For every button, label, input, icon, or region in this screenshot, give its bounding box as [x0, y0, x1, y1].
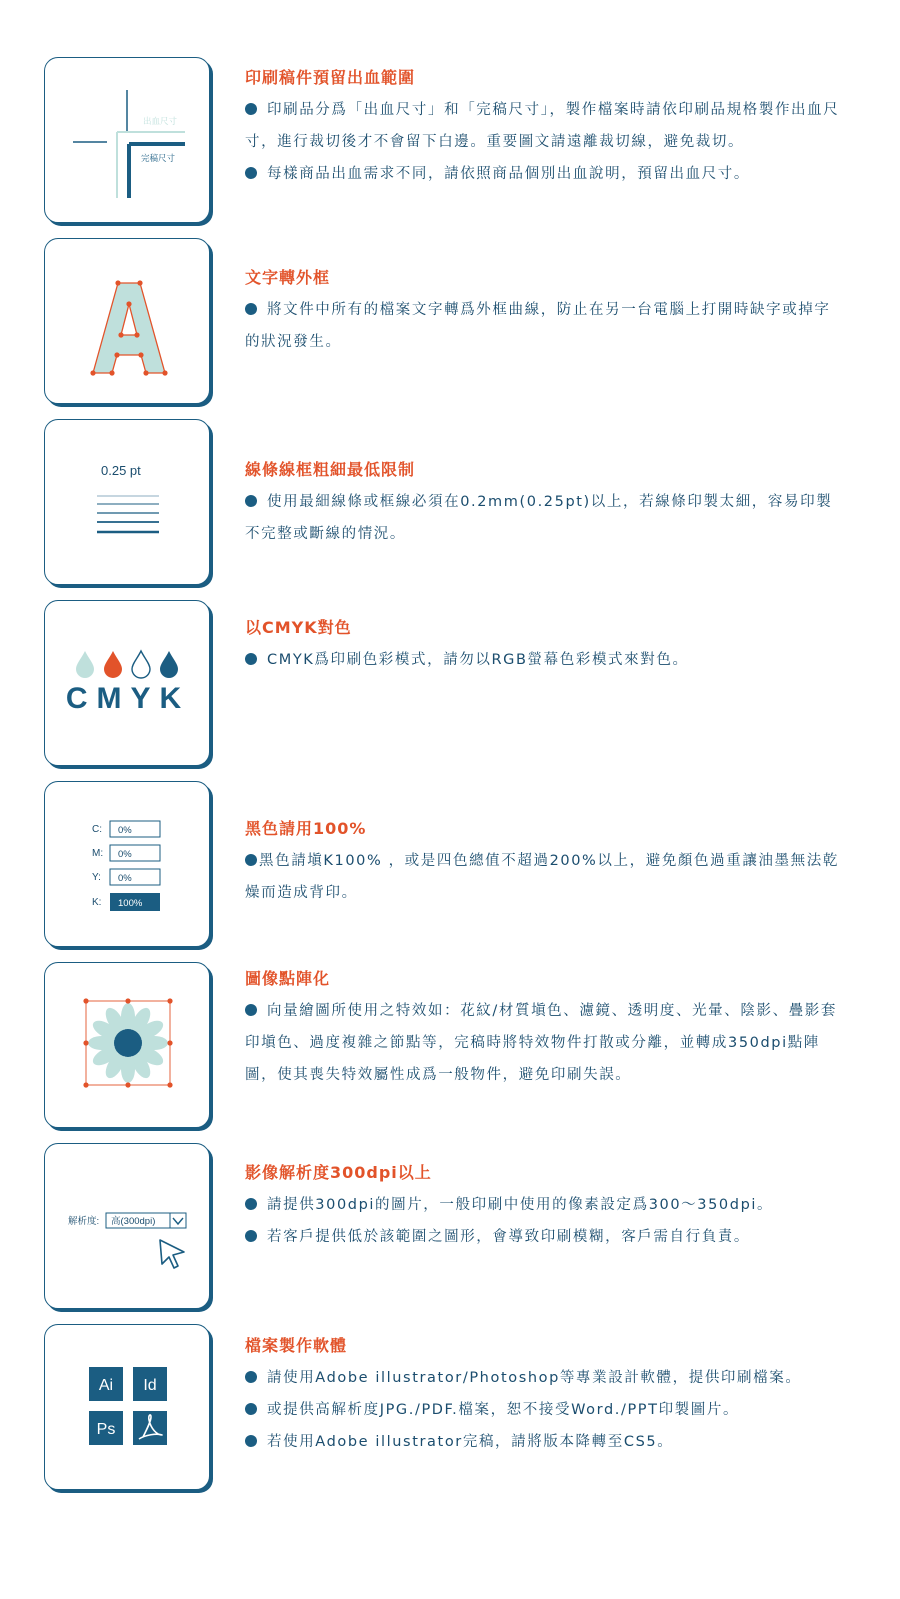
bullet-dot-icon — [245, 495, 257, 507]
cmyk-ink-drops-icon — [45, 601, 211, 767]
adobe-apps-icon — [45, 1325, 211, 1491]
software-card — [44, 1324, 210, 1490]
bullet-dot-icon — [245, 303, 257, 315]
bleed-size-label: 出血尺寸 — [143, 116, 178, 126]
bleed-card — [44, 57, 210, 223]
bullet-dot-icon — [245, 1004, 257, 1016]
bullet-item: CMYK爲印刷色彩模式，請勿以RGB螢幕色彩模式來對色。 — [245, 644, 845, 676]
section-title: 黑色請用100% — [245, 819, 367, 838]
bullet-item: 每樣商品出血需求不同，請依照商品個別出血說明，預留出血尺寸。 — [245, 158, 845, 190]
line-weight-icon — [45, 420, 211, 586]
section-title: 線條線框粗細最低限制 — [245, 460, 416, 479]
resolution-value: 高(300dpi) — [111, 1216, 156, 1227]
cursor-arrow-icon — [160, 1240, 184, 1268]
y-value: 0% — [118, 873, 132, 884]
outline-card — [44, 238, 210, 404]
bullet-item: 印刷品分爲「出血尺寸」和「完稿尺寸」，製作檔案時請依印刷品規格製作出血尺寸，進行裁切後才不會留下白邊。重要圖文請遠離裁切線，避免裁切。 — [245, 102, 840, 150]
section-title: 印刷稿件預留出血範圍 — [245, 68, 416, 87]
section-title: 文字轉外框 — [245, 268, 331, 287]
bullet-dot-icon — [245, 1230, 257, 1242]
bullet-item: 向量繪圖所使用之特效如：花紋/材質塡色、濾鏡、透明度、光暈、陰影、疊影套印塡色、過度複雜之節點等，完稿時將特效物件打散或分離，並轉成350dpi點陣圖，使其喪失特效屬性成爲一般物件，避免印刷失誤。 — [245, 1003, 837, 1083]
cmyk-card — [44, 600, 210, 766]
bullet-item: 請提供300dpi的圖片，一般印刷中使用的像素設定爲300～350dpi。 — [245, 1189, 845, 1221]
photoshop-icon: Ps — [96, 1421, 116, 1438]
bleed-margin-icon — [45, 58, 211, 224]
bullet-item: 若客戶提供低於該範圍之圖形，會導致印刷模糊，客戶需自行負責。 — [245, 1221, 845, 1253]
line-weight-card — [44, 419, 210, 585]
cmyk-label: CMYK — [65, 682, 191, 715]
bullet-dot-icon — [245, 167, 257, 179]
outline-letter-a-icon — [45, 239, 211, 405]
bullet-dot-icon — [245, 103, 257, 115]
resolution-dropdown-icon — [45, 1144, 211, 1310]
line-weight-label: 0.25 pt — [101, 463, 141, 478]
section-title: 以CMYK對色 — [245, 618, 352, 637]
y-label: Y: — [92, 872, 101, 883]
k-value: 100% — [118, 898, 143, 909]
bullet-dot-icon — [245, 1435, 257, 1447]
c-value: 0% — [118, 825, 132, 836]
indesign-icon: Id — [143, 1377, 157, 1394]
cmyk-values-panel-icon — [45, 782, 211, 948]
bullet-item: 請使用Adobe illustrator/Photoshop等專業設計軟體，提供印刷檔案。 — [245, 1362, 845, 1394]
c-label: C: — [92, 824, 102, 835]
bullet-dot-icon — [245, 653, 257, 665]
rasterize-flower-icon — [45, 963, 211, 1129]
k-label: K: — [92, 897, 102, 908]
bullet-item: 黑色請塡K100% ，或是四色總值不超過200%以上，避免顏色過重讓油墨無法乾燥而造成背印。 — [245, 853, 839, 901]
bullet-dot-icon — [245, 1198, 257, 1210]
bullet-dot-icon — [245, 1403, 257, 1415]
bullet-dot-icon — [245, 1371, 257, 1383]
resolution-card — [44, 1143, 210, 1309]
section-title: 檔案製作軟體 — [245, 1336, 348, 1355]
cmyk-values-card — [44, 781, 210, 947]
bullet-item: 將文件中所有的檔案文字轉爲外框曲線，防止在另一台電腦上打開時缺字或掉字的狀況發生。 — [245, 302, 831, 350]
resolution-label: 解析度: — [68, 1216, 100, 1227]
rasterize-card — [44, 962, 210, 1128]
bullet-dot-icon — [245, 854, 257, 866]
bullet-item: 或提供高解析度JPG./PDF.檔案，恕不接受Word./PPT印製圖片。 — [245, 1394, 845, 1426]
bullet-item: 若使用Adobe illustrator完稿，請將版本降轉至CS5。 — [245, 1426, 845, 1458]
section-title: 影像解析度300dpi以上 — [245, 1163, 432, 1182]
bullet-item: 使用最細線條或框線必須在0.2mm(0.25pt)以上，若線條印製太細，容易印製不完整或斷線的情況。 — [245, 494, 833, 542]
m-value: 0% — [118, 849, 132, 860]
illustrator-icon: Ai — [98, 1377, 114, 1394]
trim-size-label: 完稿尺寸 — [141, 153, 176, 163]
m-label: M: — [92, 848, 104, 859]
section-title: 圖像點陣化 — [245, 969, 331, 988]
